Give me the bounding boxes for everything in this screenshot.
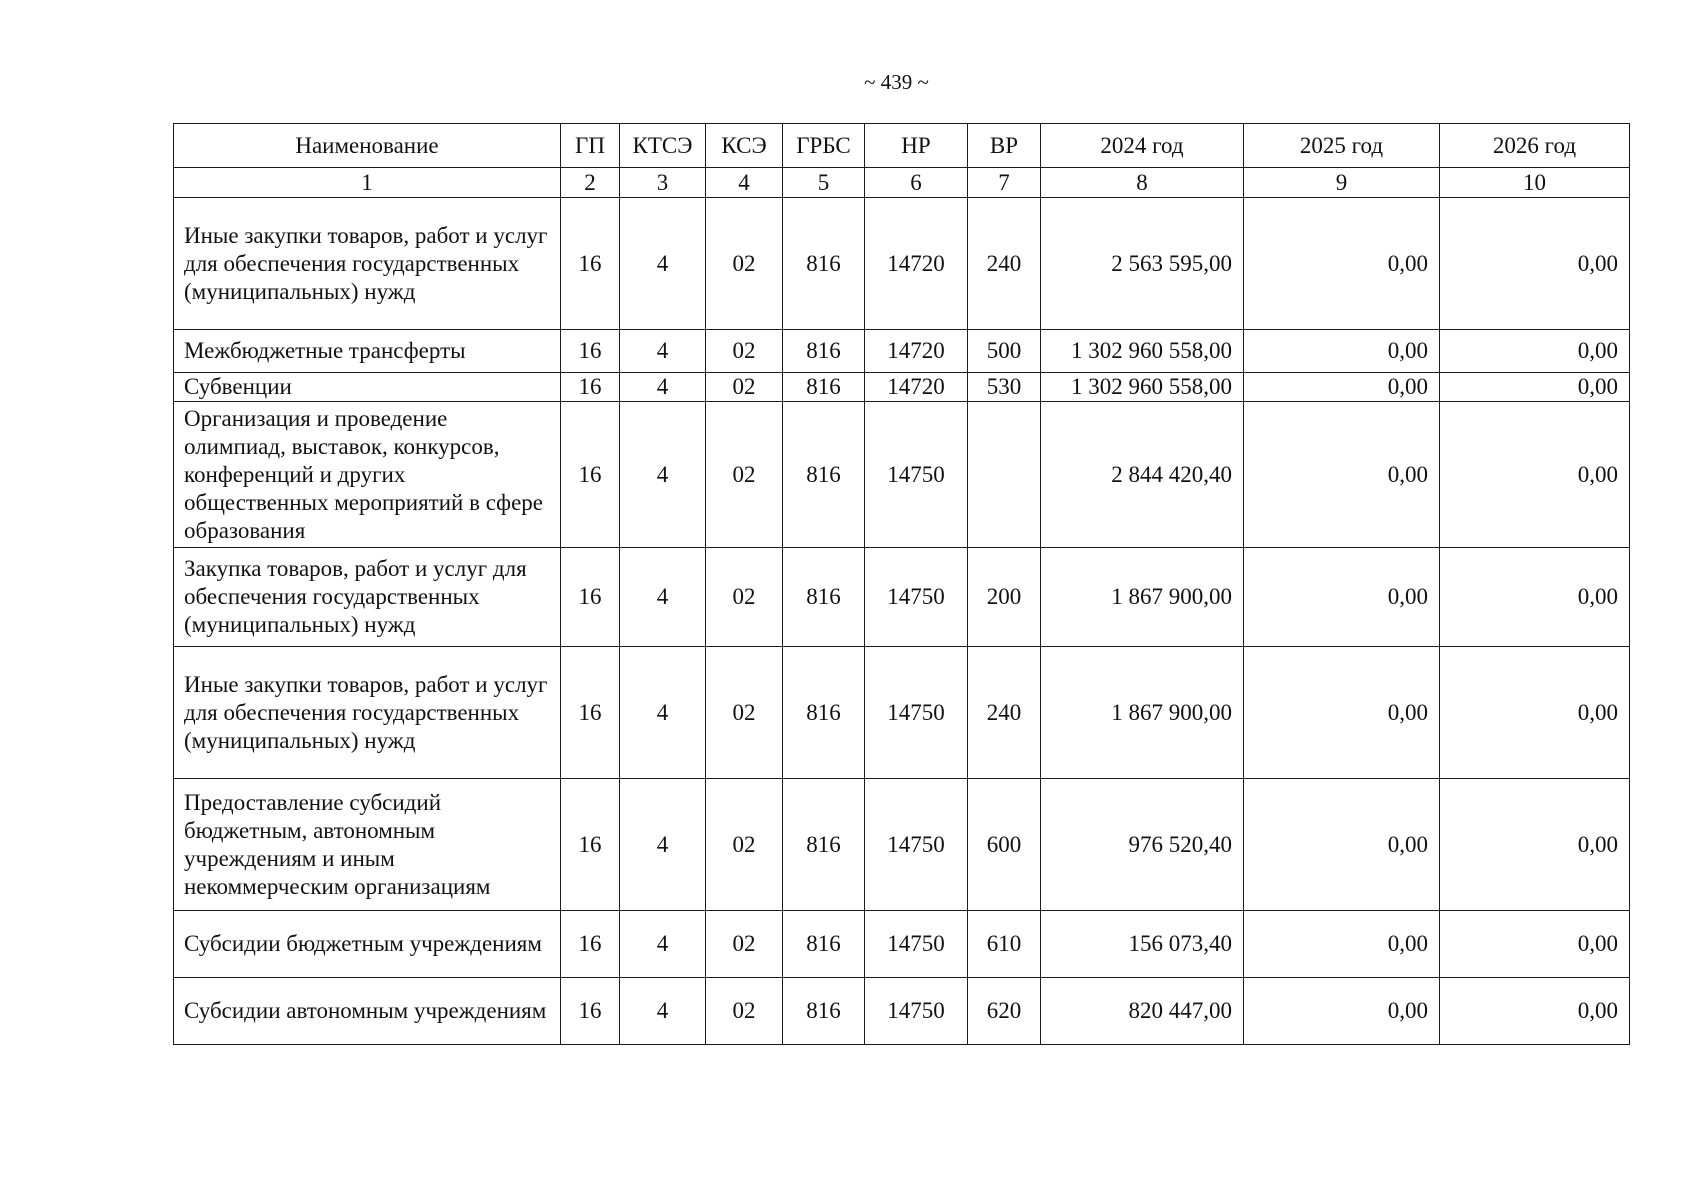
cell-vr: 500 [968, 330, 1041, 373]
row-name: Субсидии автономным учреждениям [174, 978, 561, 1045]
table-row [174, 548, 1630, 647]
cell-nr: 14720 [865, 330, 968, 373]
column-number: 9 [1244, 168, 1440, 198]
row-name: Субсидии бюджетным учреждениям [174, 911, 561, 978]
cell-2025: 0,00 [1244, 373, 1440, 402]
row-name: Иные закупки товаров, работ и услуг для обеспечения государственных (муниципальных) нужд [174, 647, 561, 779]
cell-2026: 0,00 [1440, 373, 1630, 402]
cell-2025: 0,00 [1244, 779, 1440, 911]
cell-2026: 0,00 [1440, 647, 1630, 779]
cell-gp: 16 [561, 198, 620, 330]
header-kse: КСЭ [706, 124, 783, 168]
header-ktse: КТСЭ [620, 124, 706, 168]
column-number-row [174, 168, 1630, 198]
cell-grbs: 816 [783, 402, 865, 548]
header-2025: 2025 год [1244, 124, 1440, 168]
header-gp: ГП [561, 124, 620, 168]
cell-ktse: 4 [620, 373, 706, 402]
header-2026: 2026 год [1440, 124, 1630, 168]
cell-grbs: 816 [783, 978, 865, 1045]
row-name: Иные закупки товаров, работ и услуг для обеспечения государственных (муниципальных) нужд [174, 198, 561, 330]
column-number: 4 [706, 168, 783, 198]
cell-2025: 0,00 [1244, 548, 1440, 647]
cell-2026: 0,00 [1440, 779, 1630, 911]
cell-2026: 0,00 [1440, 978, 1630, 1045]
cell-vr: 600 [968, 779, 1041, 911]
cell-kse: 02 [706, 911, 783, 978]
cell-vr: 240 [968, 198, 1041, 330]
cell-vr: 530 [968, 373, 1041, 402]
cell-2024: 2 563 595,00 [1041, 198, 1244, 330]
table-row [174, 978, 1630, 1045]
cell-ktse: 4 [620, 330, 706, 373]
cell-2025: 0,00 [1244, 978, 1440, 1045]
header-name: Наименование [174, 124, 561, 168]
cell-grbs: 816 [783, 911, 865, 978]
cell-nr: 14750 [865, 779, 968, 911]
cell-ktse: 4 [620, 402, 706, 548]
cell-gp: 16 [561, 373, 620, 402]
cell-kse: 02 [706, 198, 783, 330]
cell-kse: 02 [706, 647, 783, 779]
cell-2024: 1 302 960 558,00 [1041, 330, 1244, 373]
table-row [174, 779, 1630, 911]
column-number: 6 [865, 168, 968, 198]
cell-gp: 16 [561, 402, 620, 548]
cell-kse: 02 [706, 373, 783, 402]
table-row [174, 330, 1630, 373]
cell-2026: 0,00 [1440, 548, 1630, 647]
cell-grbs: 816 [783, 198, 865, 330]
cell-kse: 02 [706, 779, 783, 911]
cell-grbs: 816 [783, 548, 865, 647]
cell-2026: 0,00 [1440, 198, 1630, 330]
cell-vr [968, 402, 1041, 548]
cell-nr: 14720 [865, 198, 968, 330]
cell-ktse: 4 [620, 779, 706, 911]
table-row [174, 198, 1630, 330]
cell-ktse: 4 [620, 978, 706, 1045]
row-name: Организация и проведение олимпиад, выставок, конкурсов, конференций и других общественных мероприятий в сфере образования [174, 402, 561, 548]
column-number: 5 [783, 168, 865, 198]
row-name: Закупка товаров, работ и услуг для обеспечения государственных (муниципальных) нужд [174, 548, 561, 647]
column-number: 1 [174, 168, 561, 198]
cell-2025: 0,00 [1244, 402, 1440, 548]
cell-grbs: 816 [783, 647, 865, 779]
cell-gp: 16 [561, 978, 620, 1045]
page-number: ~ 439 ~ [864, 70, 929, 94]
cell-nr: 14750 [865, 978, 968, 1045]
column-number: 7 [968, 168, 1041, 198]
cell-2024: 2 844 420,40 [1041, 402, 1244, 548]
cell-2024: 1 302 960 558,00 [1041, 373, 1244, 402]
cell-vr: 240 [968, 647, 1041, 779]
header-2024: 2024 год [1041, 124, 1244, 168]
cell-vr: 620 [968, 978, 1041, 1045]
row-name: Предоставление субсидий бюджетным, автономным учреждениям и иным некоммерческим организациям [174, 779, 561, 911]
cell-2024: 976 520,40 [1041, 779, 1244, 911]
cell-2024: 820 447,00 [1041, 978, 1244, 1045]
table-row [174, 647, 1630, 779]
table-row [174, 402, 1630, 548]
cell-ktse: 4 [620, 548, 706, 647]
cell-2026: 0,00 [1440, 330, 1630, 373]
cell-2025: 0,00 [1244, 330, 1440, 373]
budget-table [173, 123, 1630, 1045]
cell-2025: 0,00 [1244, 647, 1440, 779]
cell-grbs: 816 [783, 779, 865, 911]
cell-kse: 02 [706, 330, 783, 373]
cell-gp: 16 [561, 779, 620, 911]
cell-gp: 16 [561, 330, 620, 373]
header-nr: НР [865, 124, 968, 168]
table-row [174, 373, 1630, 402]
cell-2025: 0,00 [1244, 911, 1440, 978]
cell-ktse: 4 [620, 198, 706, 330]
cell-nr: 14750 [865, 548, 968, 647]
cell-kse: 02 [706, 548, 783, 647]
cell-kse: 02 [706, 402, 783, 548]
cell-2024: 1 867 900,00 [1041, 647, 1244, 779]
row-name: Субвенции [174, 373, 561, 402]
column-number: 10 [1440, 168, 1630, 198]
cell-vr: 200 [968, 548, 1041, 647]
cell-kse: 02 [706, 978, 783, 1045]
cell-2026: 0,00 [1440, 402, 1630, 548]
cell-2025: 0,00 [1244, 198, 1440, 330]
row-name: Межбюджетные трансферты [174, 330, 561, 373]
header-row [174, 124, 1630, 168]
cell-gp: 16 [561, 647, 620, 779]
cell-nr: 14750 [865, 647, 968, 779]
cell-nr: 14720 [865, 373, 968, 402]
cell-gp: 16 [561, 911, 620, 978]
cell-nr: 14750 [865, 911, 968, 978]
header-vr: ВР [968, 124, 1041, 168]
cell-grbs: 816 [783, 330, 865, 373]
cell-nr: 14750 [865, 402, 968, 548]
cell-2024: 1 867 900,00 [1041, 548, 1244, 647]
column-number: 2 [561, 168, 620, 198]
cell-2026: 0,00 [1440, 911, 1630, 978]
column-number: 3 [620, 168, 706, 198]
table-row [174, 911, 1630, 978]
cell-ktse: 4 [620, 647, 706, 779]
cell-vr: 610 [968, 911, 1041, 978]
cell-ktse: 4 [620, 911, 706, 978]
cell-2024: 156 073,40 [1041, 911, 1244, 978]
cell-gp: 16 [561, 548, 620, 647]
column-number: 8 [1041, 168, 1244, 198]
header-grbs: ГРБС [783, 124, 865, 168]
cell-grbs: 816 [783, 373, 865, 402]
